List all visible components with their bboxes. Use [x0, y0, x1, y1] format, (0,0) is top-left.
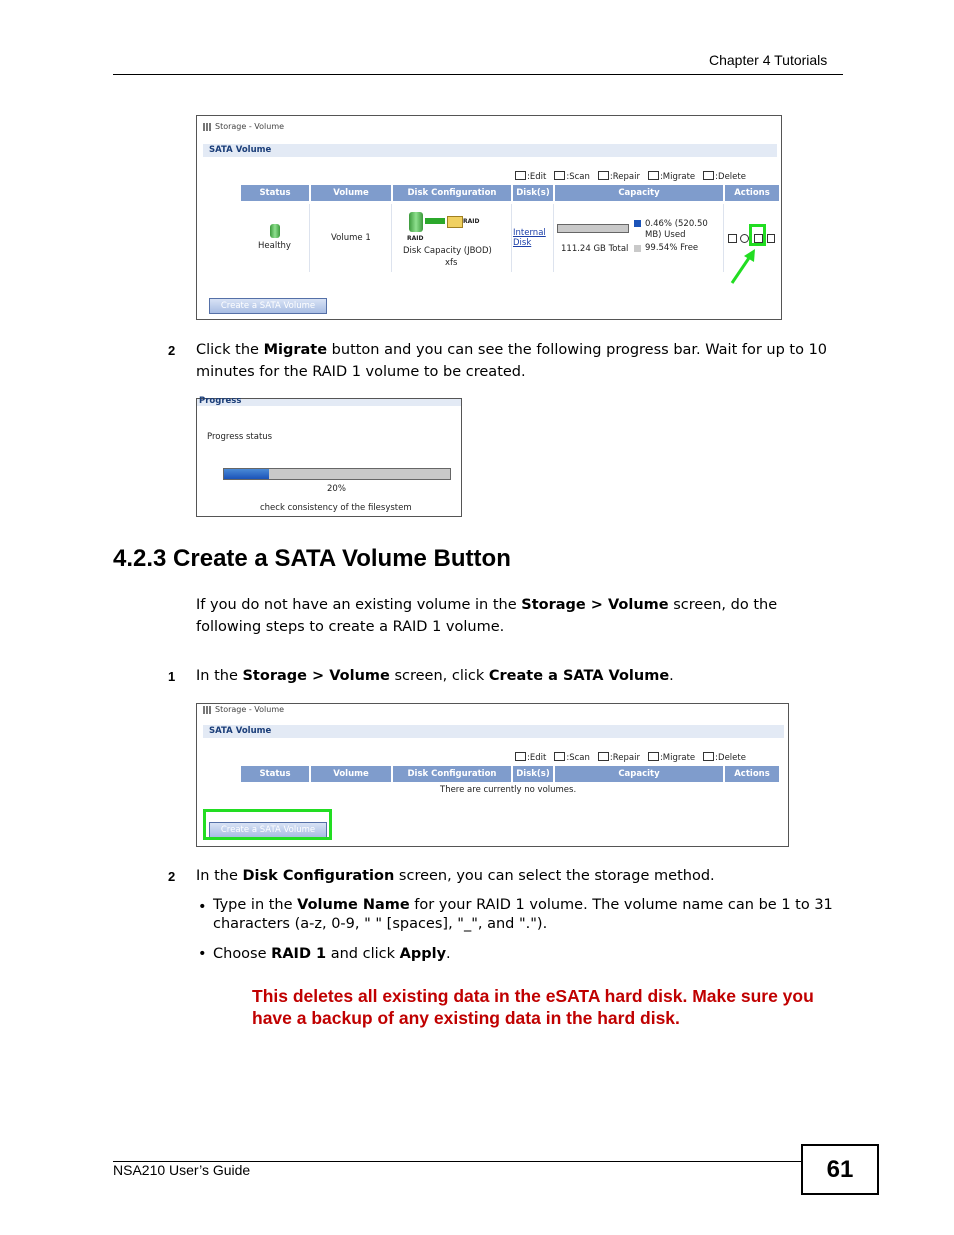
- col-disks: Disk(s): [513, 766, 553, 782]
- edit-icon: [515, 171, 526, 180]
- disk-capacity-text: Disk Capacity (JBOD): [403, 246, 492, 256]
- scan-icon: [554, 752, 565, 761]
- col-actions: Actions: [725, 766, 779, 782]
- step-text: In the Disk Configuration screen, you can select the storage method.: [196, 868, 715, 884]
- arrow-left-icon: [425, 218, 445, 224]
- bullet-dot: •: [198, 899, 207, 915]
- step-number: 2: [168, 343, 176, 358]
- bullet-item: Type in the Volume Name for your RAID 1 volume. The volume name can be 1 to 31 characters (a-z, 0-9, " " [spaces], "_", and ".").: [213, 897, 833, 932]
- progress-fill: [224, 469, 269, 479]
- col-volume: Volume: [311, 766, 391, 782]
- pointer-arrow-icon: [727, 246, 759, 286]
- volume-name: Volume 1: [331, 233, 371, 243]
- scan-icon: [554, 171, 565, 180]
- section-heading: 4.2.3 Create a SATA Volume Button: [113, 545, 511, 572]
- step-text: Click the Migrate button and you can see the following progress bar. Wait for up to 10 minutes for the RAID 1 volume to be created.: [196, 342, 828, 380]
- row-delete-icon[interactable]: [767, 234, 775, 243]
- free-text: 99.54% Free: [645, 243, 699, 253]
- raid-badge-external: RAID: [463, 218, 480, 225]
- empty-volume-screenshot: [196, 703, 789, 847]
- col-disks: Disk(s): [513, 185, 553, 201]
- migrate-icon: [648, 752, 659, 761]
- row-scan-icon[interactable]: [740, 234, 749, 243]
- col-capacity: Capacity: [555, 766, 723, 782]
- raid-badge-internal: RAID: [407, 235, 424, 242]
- row-edit-icon[interactable]: [728, 234, 737, 243]
- progress-title: Progress: [199, 396, 242, 406]
- healthy-disk-icon: [270, 224, 280, 238]
- intro-paragraph: If you do not have an existing volume in the Storage > Volume screen, do the following steps to create a RAID 1 volume.: [196, 597, 778, 635]
- col-disk-config: Disk Configuration: [393, 766, 511, 782]
- section-title-bar: SATA Volume: [203, 725, 784, 738]
- progress-bar: [223, 468, 451, 480]
- free-swatch: [634, 245, 641, 252]
- total-text: 111.24 GB Total: [561, 244, 629, 254]
- col-status: Status: [241, 185, 309, 201]
- breadcrumb: Storage - Volume: [203, 122, 284, 131]
- capacity-bar: [557, 224, 629, 233]
- col-disk-config: Disk Configuration: [393, 185, 511, 201]
- step-text: In the Storage > Volume screen, click Create a SATA Volume.: [196, 668, 674, 684]
- grid-icon: [203, 706, 211, 714]
- col-status: Status: [241, 766, 309, 782]
- progress-status-label: Progress status: [207, 432, 273, 442]
- table-header: [241, 185, 779, 201]
- guide-title: NSA210 User’s Guide: [113, 1162, 251, 1178]
- progress-note: check consistency of the filesystem: [260, 503, 412, 513]
- action-legend: :Edit :Scan :Repair :Migrate :Delete: [515, 752, 746, 763]
- internal-disk-link[interactable]: Internal Disk: [513, 228, 546, 248]
- progress-percent: 20%: [327, 484, 346, 494]
- chapter-title: Chapter 4 Tutorials: [709, 52, 828, 68]
- migrate-highlight: [749, 224, 766, 246]
- create-sata-volume-button[interactable]: Create a SATA Volume: [209, 298, 327, 314]
- delete-icon: [703, 171, 714, 180]
- volume-screenshot: [196, 115, 782, 320]
- page-number: 61: [801, 1144, 879, 1195]
- used-text: 0.46% (520.50 MB) Used: [645, 219, 708, 240]
- edit-icon: [515, 752, 526, 761]
- empty-message: There are currently no volumes.: [440, 785, 577, 795]
- raid-disk-icon: [409, 212, 423, 232]
- delete-icon: [703, 752, 714, 761]
- col-actions: Actions: [725, 185, 779, 201]
- table-header: [241, 766, 779, 782]
- step-number: 2: [168, 869, 176, 884]
- header-rule: [113, 74, 843, 75]
- filesystem-text: xfs: [445, 258, 458, 268]
- grid-icon: [203, 123, 211, 131]
- bullet-item: Choose RAID 1 and click Apply.: [213, 946, 451, 962]
- create-sata-volume-button[interactable]: Create a SATA Volume: [209, 822, 327, 838]
- section-title-bar: SATA Volume: [203, 144, 777, 157]
- action-legend: :Edit :Scan :Repair :Migrate :Delete: [515, 171, 746, 182]
- col-volume: Volume: [311, 185, 391, 201]
- migrate-icon: [648, 171, 659, 180]
- used-swatch: [634, 220, 641, 227]
- repair-icon: [598, 752, 609, 761]
- bullet-dot: •: [198, 946, 207, 962]
- col-capacity: Capacity: [555, 185, 723, 201]
- status-text: Healthy: [258, 241, 291, 251]
- create-button-highlight: [203, 809, 332, 840]
- progress-screenshot: [196, 398, 462, 517]
- breadcrumb: Storage - Volume: [203, 705, 284, 714]
- step-number: 1: [168, 669, 176, 684]
- warning-note: This deletes all existing data in the eSATA hard disk. Make sure you have a backup of any existing data in the hard disk.: [252, 986, 814, 1028]
- external-disk-icon: [447, 216, 463, 228]
- repair-icon: [598, 171, 609, 180]
